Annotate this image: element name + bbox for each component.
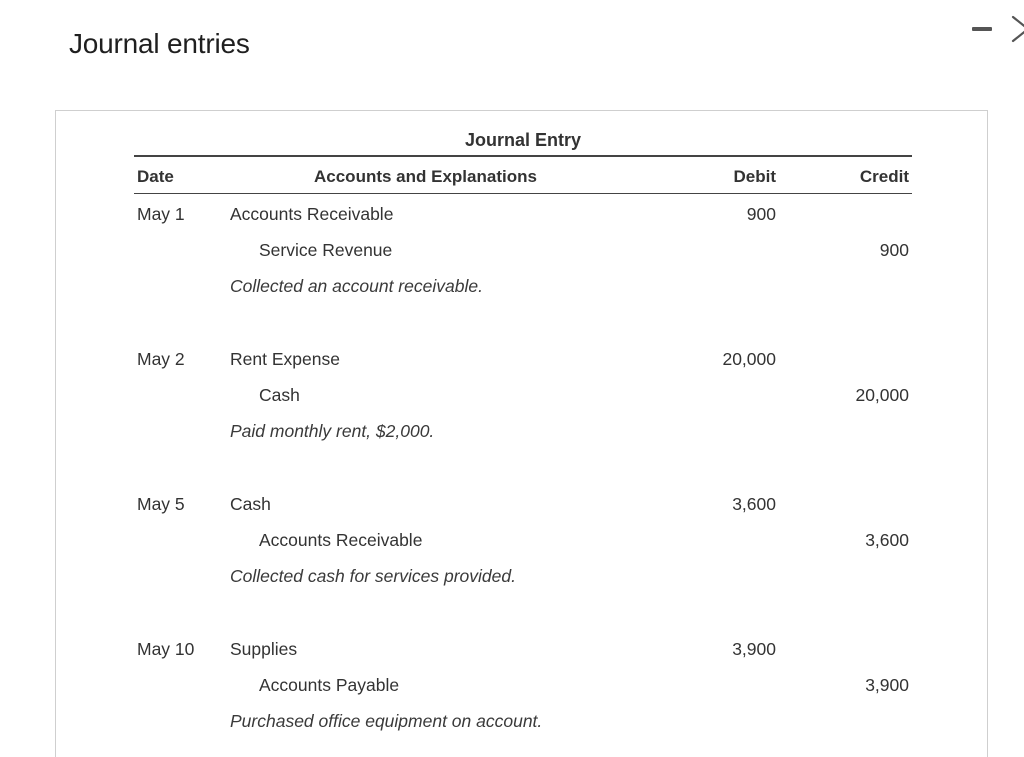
journal-entry [134,339,912,484]
journal-entry [134,629,912,737]
credit-line [134,665,912,701]
journal-panel [55,110,988,757]
credit-amount: 900 [879,240,909,260]
debit-account: Cash [230,494,271,514]
debit-amount: 3,900 [732,639,776,659]
header-debit: Debit [733,167,776,186]
debit-account: Supplies [230,639,298,659]
entry-date: May 5 [137,494,185,514]
debit-line [134,629,912,665]
entry-date: May 1 [137,204,185,224]
entry-explanation: Purchased office equipment on account. [230,711,543,731]
credit-account: Accounts Receivable [259,530,423,550]
minimize-icon[interactable] [972,27,992,31]
debit-amount: 20,000 [722,349,776,369]
page-title: Journal entries [69,28,250,59]
header-date: Date [137,167,174,186]
debit-account: Accounts Receivable [230,204,394,224]
close-icon[interactable] [1010,14,1024,44]
explanation-line [134,411,912,447]
entry-explanation: Collected cash for services provided. [230,566,516,586]
table-header-row [134,157,912,194]
journal-entry [134,194,912,339]
entry-date: May 10 [137,639,195,659]
explanation-line [134,701,912,737]
credit-line [134,230,912,266]
debit-amount: 900 [746,204,776,224]
entry-explanation: Paid monthly rent, $2,000. [230,421,435,441]
window-controls [964,14,1024,44]
credit-account: Service Revenue [259,240,393,260]
debit-line [134,339,912,375]
header-accounts: Accounts and Explanations [314,167,537,186]
explanation-line [134,266,912,302]
entry-date: May 2 [137,349,185,369]
debit-line [134,484,912,520]
credit-line [134,520,912,556]
debit-account: Rent Expense [230,349,340,369]
explanation-line [134,556,912,592]
journal-table [134,125,912,737]
header-credit: Credit [859,167,909,186]
debit-amount: 3,600 [732,494,776,514]
credit-amount: 20,000 [855,385,909,405]
table-caption: Journal Entry [134,125,912,157]
journal-entry [134,484,912,629]
credit-line [134,375,912,411]
credit-account: Cash [259,385,300,405]
debit-line [134,194,912,230]
credit-account: Accounts Payable [259,675,400,695]
credit-amount: 3,900 [865,675,909,695]
credit-amount: 3,600 [865,530,909,550]
entry-explanation: Collected an account receivable. [230,276,483,296]
